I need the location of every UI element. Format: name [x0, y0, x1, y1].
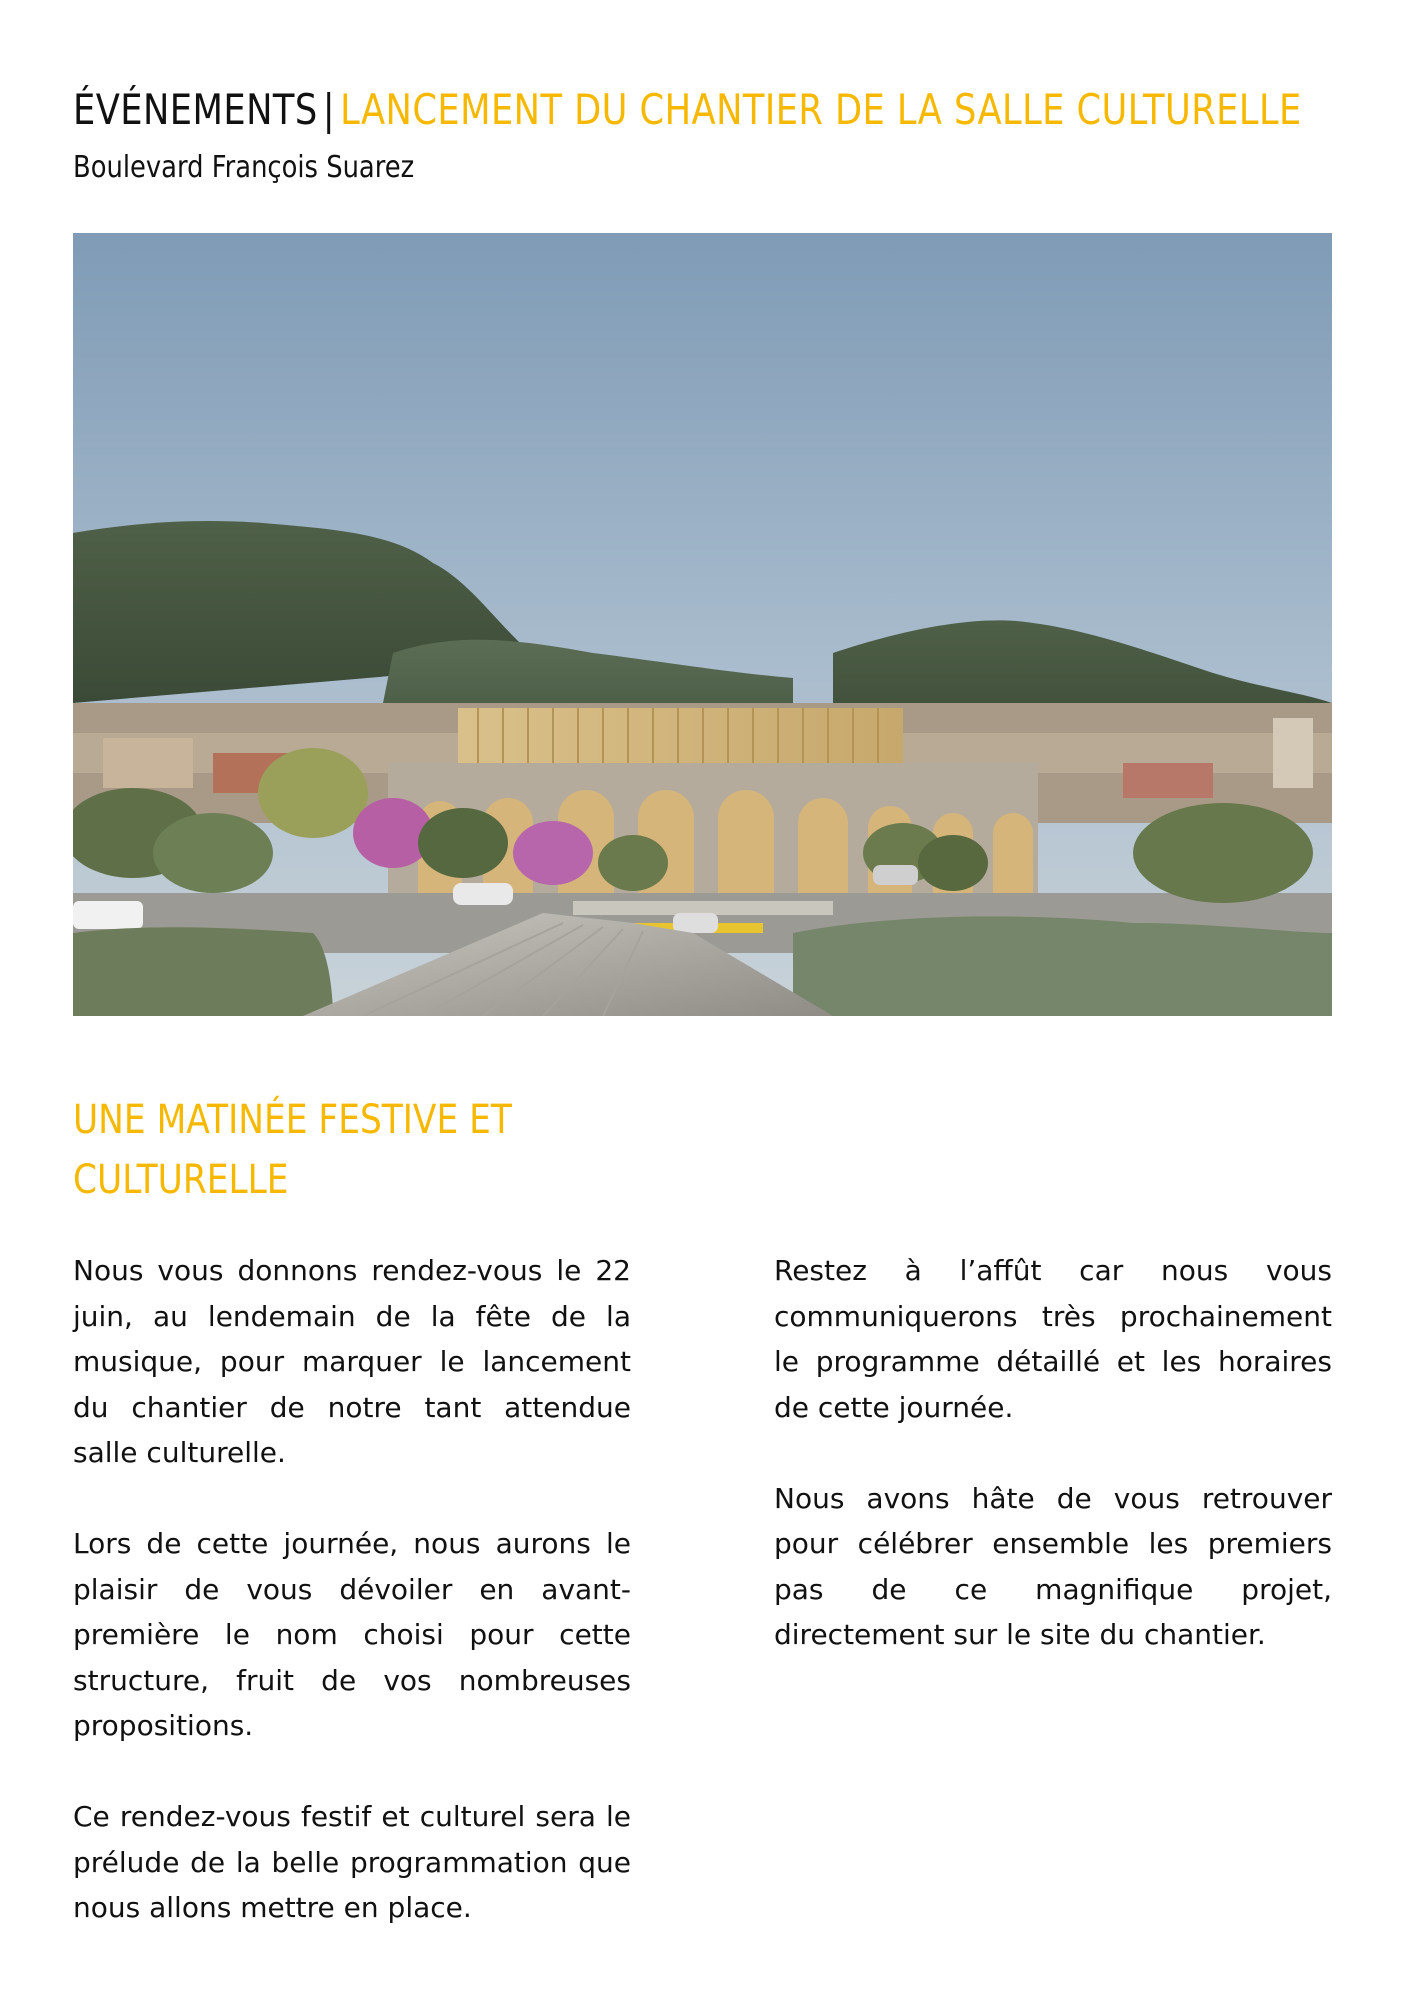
page-title [73, 82, 1302, 138]
section-heading-line-1: UNE MATINÉE FESTIVE ET [73, 1097, 512, 1143]
section-heading-line-2: CULTURELLE [73, 1157, 289, 1203]
cultural-hall-rendering [73, 233, 1332, 1016]
paragraph: Ce rendez-vous festif et culturel sera le prélude de la belle programmation que nous allons mettre en place. [73, 1800, 631, 1924]
paragraph: Nous vous donnons rendez-vous le 22 juin, au lendemain de la fête de la musique, pour marquer le lancement du chantier de notre tant attendue salle culturelle. [73, 1254, 631, 1469]
rendering-image [73, 233, 1332, 1016]
right-column [774, 1248, 1332, 1703]
page-header [73, 82, 1353, 188]
left-column [73, 1248, 631, 1976]
location-subtitle: Boulevard François Suarez [73, 150, 415, 185]
paragraph: Lors de cette journée, nous aurons le plaisir de vous dévoiler en avant-première le nom choisi pour cette structure, fruit de vos nombreuses propositions. [73, 1527, 631, 1742]
paragraph: Nous avons hâte de vous retrouver pour célébrer ensemble les premiers pas de ce magnifique projet, directement sur le site du chantier. [774, 1481, 1332, 1651]
title-separator: | [322, 85, 336, 134]
event-title: LANCEMENT DU CHANTIER DE LA SALLE CULTURELLE [340, 85, 1302, 134]
paragraph: Restez à l’affût car nous vous communiquerons très prochainement le programme détaillé et les horaires de cette journée. [774, 1254, 1332, 1424]
category-label: ÉVÉNEMENTS [73, 85, 318, 134]
section-heading [73, 1090, 606, 1210]
